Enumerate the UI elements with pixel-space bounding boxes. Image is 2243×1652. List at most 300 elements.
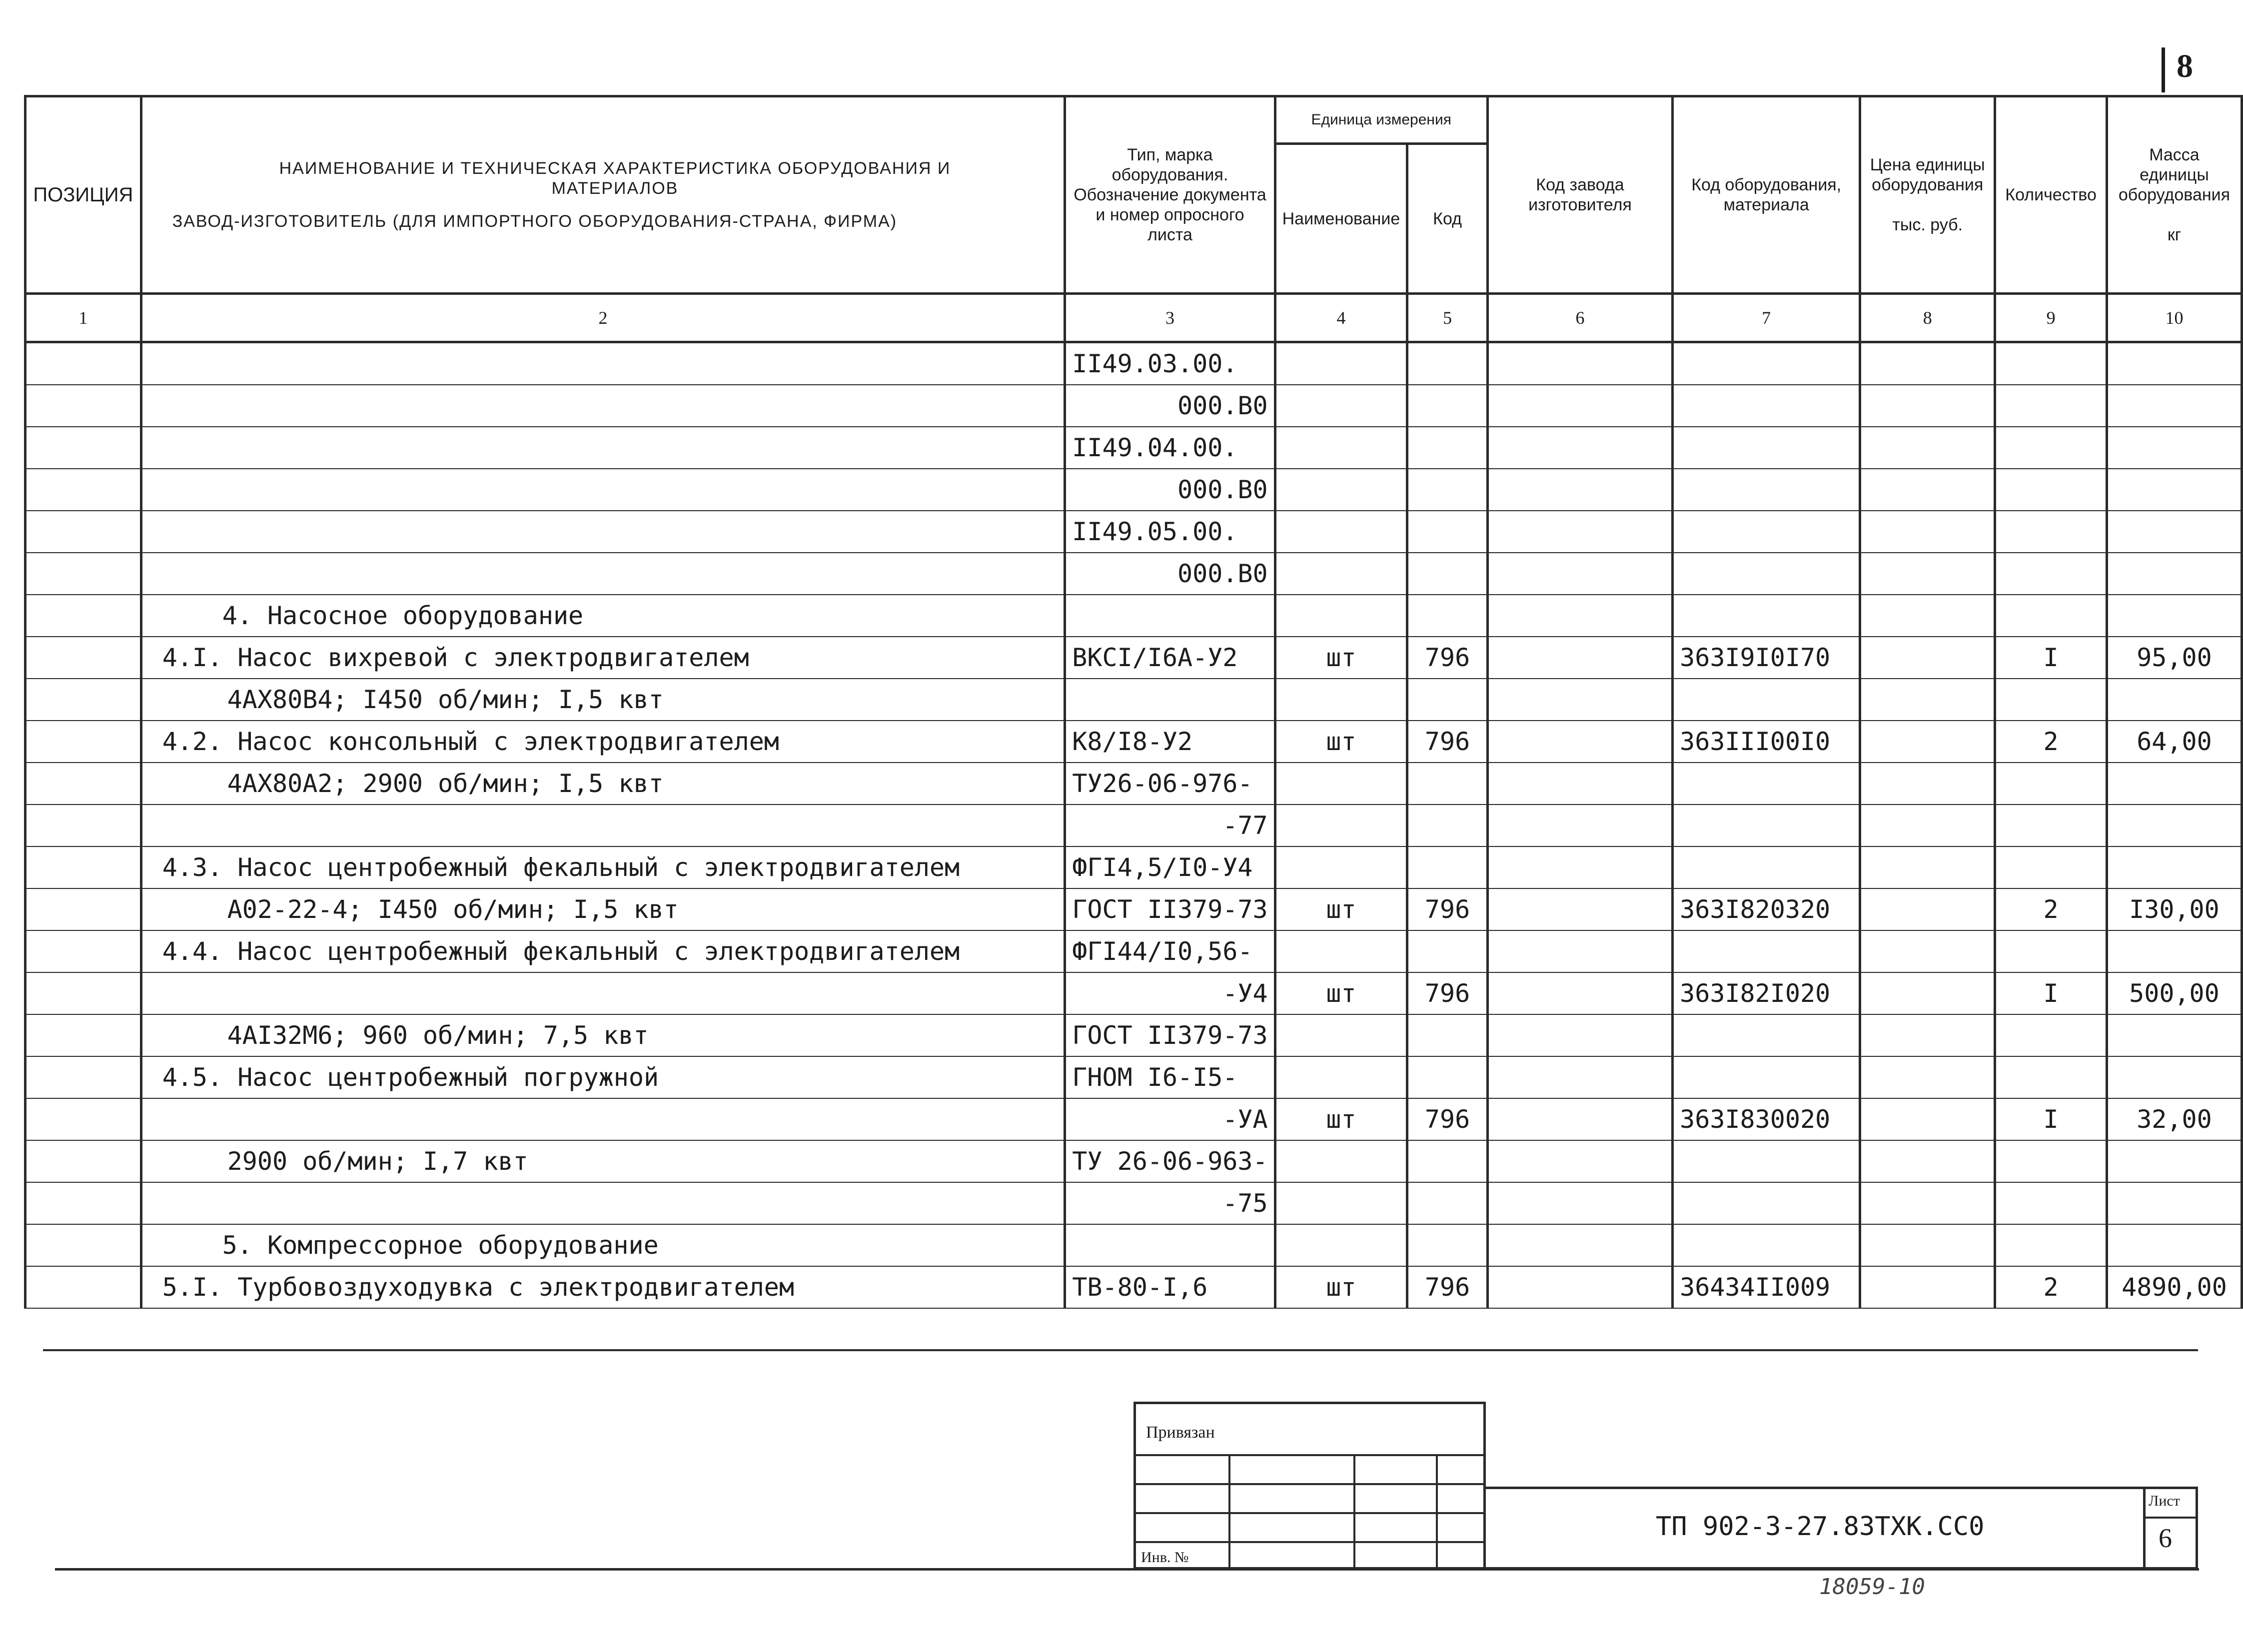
stamp-line bbox=[1136, 1454, 1483, 1456]
cell-name bbox=[141, 805, 1065, 846]
header-position: ПОЗИЦИЯ bbox=[25, 96, 141, 294]
column-number-row bbox=[25, 294, 2242, 342]
table-row bbox=[25, 637, 2242, 679]
cell-factory-code bbox=[1487, 888, 1672, 930]
stamp-line bbox=[1136, 1541, 1483, 1543]
cell-factory-code bbox=[1487, 1266, 1672, 1308]
cell-position bbox=[25, 385, 141, 427]
cell-quantity bbox=[1995, 385, 2107, 427]
cell-type-mark: II49.03.00. bbox=[1065, 342, 1275, 385]
header-row bbox=[25, 96, 2242, 144]
cell-quantity bbox=[1995, 342, 2107, 385]
cell-position bbox=[25, 930, 141, 972]
column-number: 6 bbox=[1487, 294, 1672, 342]
cell-position bbox=[25, 595, 141, 637]
cell-position bbox=[25, 972, 141, 1014]
cell-unit bbox=[1275, 805, 1407, 846]
header-type-mark: Тип, марка оборудования. Обозначение документа и номер опросного листа bbox=[1065, 96, 1275, 294]
cell-unit-code bbox=[1407, 1014, 1488, 1056]
cell-factory-code bbox=[1487, 1182, 1672, 1224]
cell-unit: шт bbox=[1275, 1266, 1407, 1308]
cell-quantity: I bbox=[1995, 637, 2107, 679]
cell-price bbox=[1860, 637, 1995, 679]
cell-unit: шт bbox=[1275, 1098, 1407, 1140]
cell-position bbox=[25, 1098, 141, 1140]
cell-unit-code bbox=[1407, 846, 1488, 888]
cell-equipment-code: 363I820320 bbox=[1673, 888, 1860, 930]
cell-quantity bbox=[1995, 469, 2107, 511]
cell-type-mark: ТУ26-06-976- bbox=[1065, 763, 1275, 805]
cell-unit bbox=[1275, 763, 1407, 805]
cell-equipment-code: 363III00I0 bbox=[1673, 721, 1860, 763]
table-row bbox=[25, 846, 2242, 888]
header-name-line2: МАТЕРИАЛОВ bbox=[551, 179, 679, 198]
cell-equipment-code bbox=[1673, 1182, 1860, 1224]
cell-equipment-code bbox=[1673, 385, 1860, 427]
cell-price bbox=[1860, 846, 1995, 888]
cell-name bbox=[141, 1098, 1065, 1140]
cell-equipment-code bbox=[1673, 679, 1860, 721]
header-mass bbox=[2107, 96, 2242, 294]
cell-name: 4АХ80А2; 2900 об/мин; I,5 квт bbox=[141, 763, 1065, 805]
cell-quantity bbox=[1995, 805, 2107, 846]
cell-name: 2900 об/мин; I,7 квт bbox=[141, 1140, 1065, 1182]
cell-unit bbox=[1275, 1224, 1407, 1266]
cell-name: 4.I. Насос вихревой с электродвигателем bbox=[141, 637, 1065, 679]
cell-factory-code bbox=[1487, 1098, 1672, 1140]
cell-unit-code bbox=[1407, 805, 1488, 846]
cell-quantity bbox=[1995, 1140, 2107, 1182]
cell-mass: I30,00 bbox=[2107, 888, 2242, 930]
cell-quantity bbox=[1995, 427, 2107, 469]
cell-unit-code: 796 bbox=[1407, 972, 1488, 1014]
document-code: ТП 902-3-27.83ТХК.СС0 bbox=[1656, 1512, 1985, 1542]
table-row bbox=[25, 1014, 2242, 1056]
cell-mass: 32,00 bbox=[2107, 1098, 2242, 1140]
cell-mass bbox=[2107, 846, 2242, 888]
cell-mass: 95,00 bbox=[2107, 637, 2242, 679]
sheet-separator bbox=[2146, 1517, 2196, 1519]
cell-mass bbox=[2107, 511, 2242, 553]
header-mass-label: Масса единицы оборудования bbox=[2118, 145, 2231, 204]
table-row bbox=[25, 1224, 2242, 1266]
cell-price bbox=[1860, 469, 1995, 511]
cell-price bbox=[1860, 595, 1995, 637]
cell-factory-code bbox=[1487, 637, 1672, 679]
sheet-box bbox=[2143, 1487, 2198, 1570]
cell-type-mark bbox=[1065, 679, 1275, 721]
cell-position bbox=[25, 763, 141, 805]
cell-quantity bbox=[1995, 595, 2107, 637]
cell-mass bbox=[2107, 342, 2242, 385]
cell-equipment-code bbox=[1673, 342, 1860, 385]
cell-position bbox=[25, 1014, 141, 1056]
column-number: 5 bbox=[1407, 294, 1488, 342]
cell-factory-code bbox=[1487, 511, 1672, 553]
table-row bbox=[25, 763, 2242, 805]
cell-unit-code bbox=[1407, 1224, 1488, 1266]
cell-type-mark: ГНОМ I6-I5- bbox=[1065, 1056, 1275, 1098]
cell-factory-code bbox=[1487, 1014, 1672, 1056]
cell-position bbox=[25, 427, 141, 469]
cell-unit-code: 796 bbox=[1407, 721, 1488, 763]
cell-unit-code bbox=[1407, 1182, 1488, 1224]
cell-quantity: 2 bbox=[1995, 888, 2107, 930]
cell-unit-code: 796 bbox=[1407, 1266, 1488, 1308]
cell-name: А02-22-4; I450 об/мин; I,5 квт bbox=[141, 888, 1065, 930]
header-equipment-code: Код оборудования, материала bbox=[1673, 96, 1860, 294]
cell-mass bbox=[2107, 553, 2242, 595]
cell-position bbox=[25, 1224, 141, 1266]
cell-equipment-code: 363I82I020 bbox=[1673, 972, 1860, 1014]
cell-price bbox=[1860, 1182, 1995, 1224]
cell-type-mark: ТУ 26-06-963- bbox=[1065, 1140, 1275, 1182]
cell-name bbox=[141, 511, 1065, 553]
cell-mass bbox=[2107, 805, 2242, 846]
cell-position bbox=[25, 721, 141, 763]
cell-unit bbox=[1275, 595, 1407, 637]
stamp-line bbox=[1353, 1454, 1355, 1567]
cell-name: 4. Насосное оборудование bbox=[141, 595, 1065, 637]
cell-unit-code bbox=[1407, 511, 1488, 553]
cell-position bbox=[25, 342, 141, 385]
sheet-number: 6 bbox=[2159, 1523, 2172, 1553]
cell-price bbox=[1860, 721, 1995, 763]
cell-unit bbox=[1275, 553, 1407, 595]
cell-mass bbox=[2107, 1224, 2242, 1266]
cell-unit-code bbox=[1407, 469, 1488, 511]
cell-unit bbox=[1275, 679, 1407, 721]
cell-price bbox=[1860, 1098, 1995, 1140]
cell-name bbox=[141, 1182, 1065, 1224]
stamp-line bbox=[1136, 1512, 1483, 1514]
cell-mass bbox=[2107, 1182, 2242, 1224]
specification-table bbox=[24, 95, 2243, 1309]
cell-quantity bbox=[1995, 1182, 2107, 1224]
cell-factory-code bbox=[1487, 679, 1672, 721]
cell-unit: шт bbox=[1275, 888, 1407, 930]
table-row bbox=[25, 385, 2242, 427]
cell-unit bbox=[1275, 846, 1407, 888]
cell-unit bbox=[1275, 1182, 1407, 1224]
page-number: 8 bbox=[2177, 48, 2193, 84]
column-number: 2 bbox=[141, 294, 1065, 342]
cell-equipment-code bbox=[1673, 1056, 1860, 1098]
header-unit-group: Единица измерения bbox=[1275, 96, 1487, 144]
cell-quantity bbox=[1995, 511, 2107, 553]
cell-quantity bbox=[1995, 1056, 2107, 1098]
table-row bbox=[25, 972, 2242, 1014]
column-number: 1 bbox=[25, 294, 141, 342]
cell-name bbox=[141, 553, 1065, 595]
cell-type-mark: II49.04.00. bbox=[1065, 427, 1275, 469]
cell-price bbox=[1860, 342, 1995, 385]
header-unit-code: Код bbox=[1407, 144, 1488, 294]
cell-position bbox=[25, 888, 141, 930]
cell-mass: 64,00 bbox=[2107, 721, 2242, 763]
cell-factory-code bbox=[1487, 1140, 1672, 1182]
cell-type-mark bbox=[1065, 1224, 1275, 1266]
cell-unit-code bbox=[1407, 595, 1488, 637]
table-row bbox=[25, 469, 2242, 511]
cell-type-mark: 000.B0 bbox=[1065, 469, 1275, 511]
cell-price bbox=[1860, 763, 1995, 805]
cell-factory-code bbox=[1487, 972, 1672, 1014]
column-number: 4 bbox=[1275, 294, 1407, 342]
table-row bbox=[25, 1098, 2242, 1140]
cell-price bbox=[1860, 427, 1995, 469]
column-number: 3 bbox=[1065, 294, 1275, 342]
cell-unit-code bbox=[1407, 553, 1488, 595]
cell-name bbox=[141, 469, 1065, 511]
cell-equipment-code bbox=[1673, 763, 1860, 805]
stamp-line bbox=[1436, 1454, 1438, 1567]
cell-equipment-code bbox=[1673, 427, 1860, 469]
cell-factory-code bbox=[1487, 469, 1672, 511]
cell-factory-code bbox=[1487, 930, 1672, 972]
cell-factory-code bbox=[1487, 1224, 1672, 1266]
cell-quantity bbox=[1995, 1014, 2107, 1056]
header-name-line1: НАИМЕНОВАНИЕ И ТЕХНИЧЕСКАЯ ХАРАКТЕРИСТИКА ОБОРУДОВАНИЯ И bbox=[279, 159, 951, 178]
table-row bbox=[25, 888, 2242, 930]
stamp-title: Привязан bbox=[1146, 1423, 1215, 1442]
cell-name: 5.I. Турбовоздуходувка с электродвигателем bbox=[141, 1266, 1065, 1308]
cell-name: 4АI32М6; 960 об/мин; 7,5 квт bbox=[141, 1014, 1065, 1056]
cell-quantity bbox=[1995, 846, 2107, 888]
header-name bbox=[141, 96, 1065, 294]
title-stamp bbox=[1133, 1402, 1486, 1570]
cell-factory-code bbox=[1487, 385, 1672, 427]
cell-factory-code bbox=[1487, 721, 1672, 763]
cell-type-mark: -77 bbox=[1065, 805, 1275, 846]
cell-factory-code bbox=[1487, 553, 1672, 595]
cell-name bbox=[141, 385, 1065, 427]
cell-unit-code bbox=[1407, 930, 1488, 972]
cell-unit bbox=[1275, 427, 1407, 469]
cell-price bbox=[1860, 972, 1995, 1014]
cell-quantity bbox=[1995, 553, 2107, 595]
cell-equipment-code bbox=[1673, 1140, 1860, 1182]
page-number-bar bbox=[2162, 47, 2165, 92]
table-row bbox=[25, 427, 2242, 469]
cell-factory-code bbox=[1487, 342, 1672, 385]
cell-price bbox=[1860, 553, 1995, 595]
cell-unit-code bbox=[1407, 385, 1488, 427]
cell-type-mark: -У4 bbox=[1065, 972, 1275, 1014]
cell-position bbox=[25, 805, 141, 846]
header-name-line3: ЗАВОД-ИЗГОТОВИТЕЛЬ (ДЛЯ ИМПОРТНОГО ОБОРУДОВАНИЯ-СТРАНА, ФИРМА) bbox=[172, 212, 898, 231]
cell-factory-code bbox=[1487, 846, 1672, 888]
cell-type-mark: II49.05.00. bbox=[1065, 511, 1275, 553]
cell-unit: шт bbox=[1275, 637, 1407, 679]
cell-quantity: 2 bbox=[1995, 1266, 2107, 1308]
cell-equipment-code: 363I830020 bbox=[1673, 1098, 1860, 1140]
table-row bbox=[25, 1182, 2242, 1224]
cell-unit: шт bbox=[1275, 972, 1407, 1014]
table-row bbox=[25, 721, 2242, 763]
cell-type-mark: ГОСТ II379-73 bbox=[1065, 888, 1275, 930]
cell-position bbox=[25, 846, 141, 888]
cell-equipment-code: 363I9I0I70 bbox=[1673, 637, 1860, 679]
cell-unit-code bbox=[1407, 1056, 1488, 1098]
cell-position bbox=[25, 1266, 141, 1308]
table-row bbox=[25, 1266, 2242, 1308]
cell-unit bbox=[1275, 385, 1407, 427]
cell-mass bbox=[2107, 469, 2242, 511]
cell-quantity bbox=[1995, 679, 2107, 721]
cell-type-mark bbox=[1065, 595, 1275, 637]
cell-price bbox=[1860, 805, 1995, 846]
cell-position bbox=[25, 469, 141, 511]
header-factory-code: Код завода изготовителя bbox=[1487, 96, 1672, 294]
cell-quantity bbox=[1995, 763, 2107, 805]
cell-mass bbox=[2107, 1014, 2242, 1056]
cell-name: 4.3. Насос центробежный фекальный с электродвигателем bbox=[141, 846, 1065, 888]
bottom-rule bbox=[55, 1568, 2199, 1571]
cell-unit-code bbox=[1407, 1140, 1488, 1182]
cell-position bbox=[25, 511, 141, 553]
header-price bbox=[1860, 96, 1995, 294]
sheet-label: Лист bbox=[2149, 1493, 2180, 1509]
cell-unit-code: 796 bbox=[1407, 888, 1488, 930]
cell-name: 4.2. Насос консольный с электродвигателем bbox=[141, 721, 1065, 763]
cell-type-mark: К8/I8-У2 bbox=[1065, 721, 1275, 763]
cell-price bbox=[1860, 930, 1995, 972]
cell-equipment-code bbox=[1673, 469, 1860, 511]
cell-unit-code bbox=[1407, 763, 1488, 805]
table-bottom-rule bbox=[43, 1349, 2198, 1351]
cell-position bbox=[25, 1182, 141, 1224]
cell-price bbox=[1860, 1014, 1995, 1056]
cell-position bbox=[25, 679, 141, 721]
cell-factory-code bbox=[1487, 805, 1672, 846]
header-quantity: Количество bbox=[1995, 96, 2107, 294]
cell-factory-code bbox=[1487, 1056, 1672, 1098]
cell-unit-code bbox=[1407, 679, 1488, 721]
cell-price bbox=[1860, 888, 1995, 930]
table-row bbox=[25, 805, 2242, 846]
table-row bbox=[25, 553, 2242, 595]
cell-equipment-code bbox=[1673, 553, 1860, 595]
cell-equipment-code bbox=[1673, 1014, 1860, 1056]
cell-unit bbox=[1275, 1140, 1407, 1182]
table-row bbox=[25, 342, 2242, 385]
cell-unit bbox=[1275, 469, 1407, 511]
stamp-line bbox=[1136, 1483, 1483, 1485]
cell-factory-code bbox=[1487, 595, 1672, 637]
cell-mass bbox=[2107, 679, 2242, 721]
cell-price bbox=[1860, 511, 1995, 553]
cell-quantity bbox=[1995, 1224, 2107, 1266]
cell-unit-code: 796 bbox=[1407, 1098, 1488, 1140]
cell-price bbox=[1860, 1140, 1995, 1182]
cell-price bbox=[1860, 679, 1995, 721]
stamp-inventory-label: Инв. № bbox=[1141, 1549, 1189, 1566]
cell-name: 4.4. Насос центробежный фекальный с электродвигателем bbox=[141, 930, 1065, 972]
cell-unit-code bbox=[1407, 427, 1488, 469]
table-row bbox=[25, 1056, 2242, 1098]
cell-unit bbox=[1275, 1056, 1407, 1098]
document-code-block bbox=[1486, 1487, 2198, 1570]
cell-type-mark: ФГI4,5/I0-У4 bbox=[1065, 846, 1275, 888]
cell-name: 5. Компрессорное оборудование bbox=[141, 1224, 1065, 1266]
cell-mass bbox=[2107, 930, 2242, 972]
cell-equipment-code bbox=[1673, 846, 1860, 888]
cell-unit-code bbox=[1407, 342, 1488, 385]
table-row bbox=[25, 511, 2242, 553]
cell-type-mark: 000.B0 bbox=[1065, 553, 1275, 595]
cell-type-mark: -75 bbox=[1065, 1182, 1275, 1224]
cell-mass: 4890,00 bbox=[2107, 1266, 2242, 1308]
cell-unit bbox=[1275, 1014, 1407, 1056]
cell-type-mark: ТВ-80-I,6 bbox=[1065, 1266, 1275, 1308]
cell-type-mark: 000.B0 bbox=[1065, 385, 1275, 427]
cell-name: 4.5. Насос центробежный погружной bbox=[141, 1056, 1065, 1098]
column-number: 9 bbox=[1995, 294, 2107, 342]
cell-factory-code bbox=[1487, 763, 1672, 805]
cell-name bbox=[141, 972, 1065, 1014]
column-number: 7 bbox=[1673, 294, 1860, 342]
cell-mass bbox=[2107, 595, 2242, 637]
cell-name bbox=[141, 342, 1065, 385]
header-price-unit: тыс. руб. bbox=[1892, 215, 1963, 234]
cell-quantity: 2 bbox=[1995, 721, 2107, 763]
cell-price bbox=[1860, 1056, 1995, 1098]
table-body bbox=[25, 342, 2242, 1309]
cell-mass bbox=[2107, 1056, 2242, 1098]
header-unit-name: Наименование bbox=[1275, 144, 1407, 294]
cell-position bbox=[25, 637, 141, 679]
cell-position bbox=[25, 1140, 141, 1182]
cell-type-mark: ВКСI/I6А-У2 bbox=[1065, 637, 1275, 679]
column-number: 10 bbox=[2107, 294, 2242, 342]
cell-type-mark: ГОСТ II379-73 bbox=[1065, 1014, 1275, 1056]
table-row bbox=[25, 595, 2242, 637]
column-number: 8 bbox=[1860, 294, 1995, 342]
cell-equipment-code: 36434II009 bbox=[1673, 1266, 1860, 1308]
cell-mass bbox=[2107, 1140, 2242, 1182]
table-row bbox=[25, 1140, 2242, 1182]
cell-name bbox=[141, 427, 1065, 469]
footer-stamp: 18059-10 bbox=[1819, 1574, 1925, 1600]
cell-unit bbox=[1275, 511, 1407, 553]
cell-equipment-code bbox=[1673, 595, 1860, 637]
cell-price bbox=[1860, 385, 1995, 427]
cell-factory-code bbox=[1487, 427, 1672, 469]
cell-type-mark: ФГI44/I0,56- bbox=[1065, 930, 1275, 972]
cell-unit: шт bbox=[1275, 721, 1407, 763]
table-row bbox=[25, 679, 2242, 721]
cell-equipment-code bbox=[1673, 805, 1860, 846]
cell-quantity: I bbox=[1995, 1098, 2107, 1140]
cell-mass bbox=[2107, 763, 2242, 805]
cell-position bbox=[25, 553, 141, 595]
cell-mass bbox=[2107, 385, 2242, 427]
stamp-line bbox=[1228, 1454, 1230, 1567]
cell-mass bbox=[2107, 427, 2242, 469]
cell-equipment-code bbox=[1673, 930, 1860, 972]
cell-equipment-code bbox=[1673, 1224, 1860, 1266]
cell-price bbox=[1860, 1266, 1995, 1308]
header-mass-unit: кг bbox=[2167, 225, 2182, 244]
cell-position bbox=[25, 1056, 141, 1098]
header-price-label: Цена единицы оборудования bbox=[1870, 155, 1985, 194]
cell-name: 4АХ80В4; I450 об/мин; I,5 квт bbox=[141, 679, 1065, 721]
cell-unit bbox=[1275, 342, 1407, 385]
cell-price bbox=[1860, 1224, 1995, 1266]
table-row bbox=[25, 930, 2242, 972]
cell-mass: 500,00 bbox=[2107, 972, 2242, 1014]
